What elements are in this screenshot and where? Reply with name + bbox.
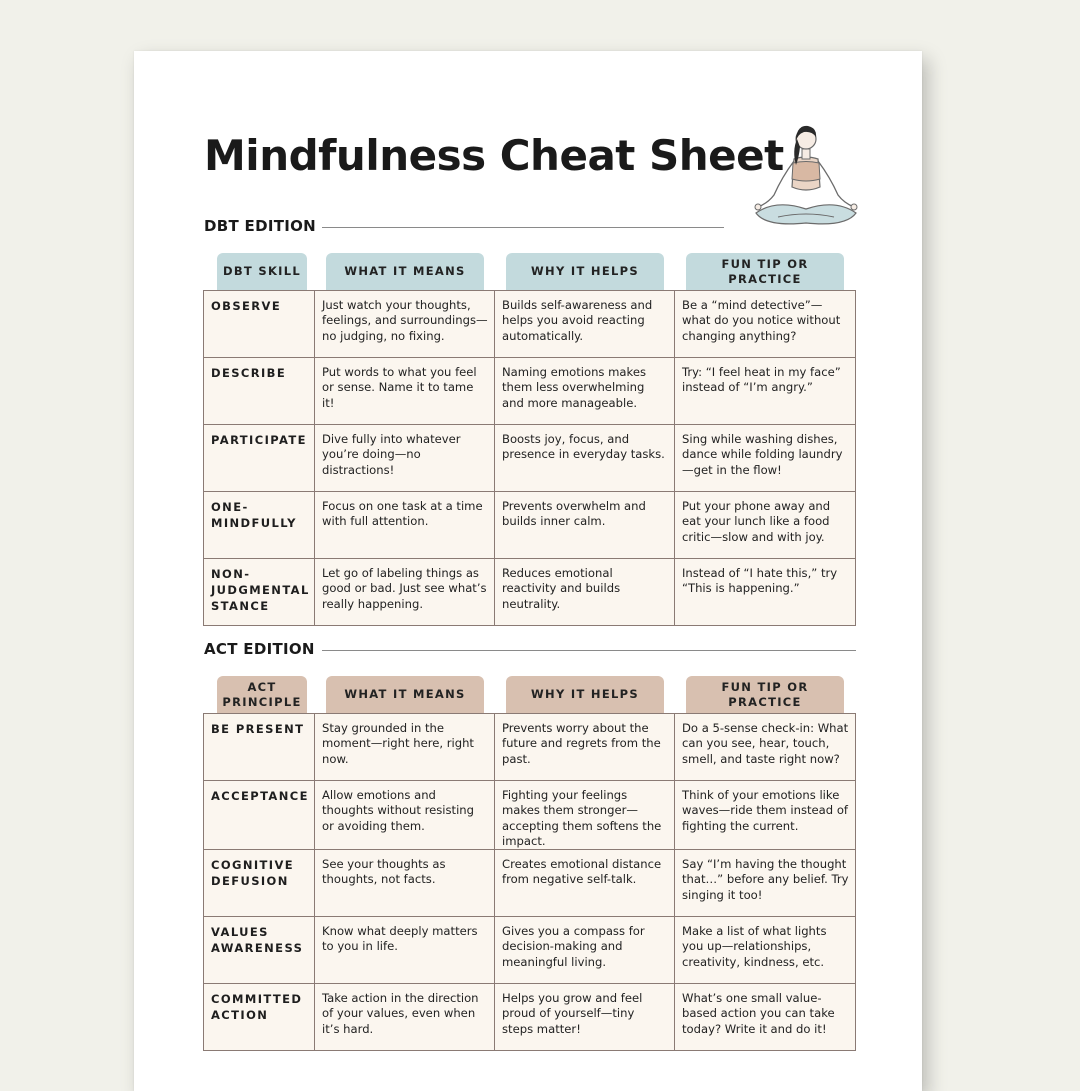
principle-name: COMMITTED ACTION (204, 984, 315, 1051)
why-it-helps-cell: Fighting your feelings makes them stronger—accepting them softens the impact. (495, 781, 675, 850)
table-row (204, 714, 856, 781)
why-it-helps-cell: Creates emotional distance from negative self-talk. (495, 850, 675, 917)
dbt-header-means: WHAT IT MEANS (326, 253, 484, 290)
meditation-figure-icon (746, 117, 866, 232)
why-it-helps-cell: Reduces emotional reactivity and builds neutrality. (495, 559, 675, 626)
principle-name: BE PRESENT (204, 714, 315, 781)
fun-tip-cell: Make a list of what lights you up—relationships, creativity, kindness, etc. (675, 917, 856, 984)
dbt-header-skill: DBT SKILL (217, 253, 307, 290)
fun-tip-cell: What’s one small value-based action you can take today? Write it and do it! (675, 984, 856, 1051)
why-it-helps-cell: Boosts joy, focus, and presence in everyday tasks. (495, 425, 675, 492)
page-title: Mindfulness Cheat Sheet (204, 131, 784, 180)
skill-name: PARTICIPATE (204, 425, 315, 492)
fun-tip-cell: Say “I’m having the thought that…” before any belief. Try singing it too! (675, 850, 856, 917)
principle-name: COGNITIVE DEFUSION (204, 850, 315, 917)
what-it-means-cell: Allow emotions and thoughts without resisting or avoiding them. (315, 781, 495, 850)
dbt-header-tip: FUN TIP OR PRACTICE (686, 253, 844, 290)
act-table (203, 713, 856, 1051)
dbt-edition-label: DBT EDITION (204, 217, 317, 235)
fun-tip-cell: Instead of “I hate this,” try “This is happening.” (675, 559, 856, 626)
what-it-means-cell: Stay grounded in the moment—right here, right now. (315, 714, 495, 781)
fun-tip-cell: Do a 5-sense check-in: What can you see, hear, touch, smell, and taste right now? (675, 714, 856, 781)
act-edition-label: ACT EDITION (204, 640, 315, 658)
skill-name: DESCRIBE (204, 358, 315, 425)
table-row (204, 984, 856, 1051)
table-row (204, 850, 856, 917)
act-header-means: WHAT IT MEANS (326, 676, 484, 713)
fun-tip-cell: Put your phone away and eat your lunch like a food critic—slow and with joy. (675, 492, 856, 559)
what-it-means-cell: See your thoughts as thoughts, not facts. (315, 850, 495, 917)
skill-name: ONE-MINDFULLY (204, 492, 315, 559)
why-it-helps-cell: Naming emotions makes them less overwhelming and more manageable. (495, 358, 675, 425)
table-row (204, 492, 856, 559)
table-row (204, 781, 856, 850)
table-row (204, 425, 856, 492)
skill-name: OBSERVE (204, 291, 315, 358)
what-it-means-cell: Just watch your thoughts, feelings, and surroundings—no judging, no fixing. (315, 291, 495, 358)
fun-tip-cell: Think of your emotions like waves—ride them instead of fighting the current. (675, 781, 856, 850)
fun-tip-cell: Sing while washing dishes, dance while folding laundry—get in the flow! (675, 425, 856, 492)
divider (322, 650, 856, 651)
table-row (204, 917, 856, 984)
dbt-table (203, 290, 856, 626)
divider (322, 227, 724, 228)
why-it-helps-cell: Prevents overwhelm and builds inner calm. (495, 492, 675, 559)
act-header-principle: ACT PRINCIPLE (217, 676, 307, 713)
table-row (204, 358, 856, 425)
table-row (204, 559, 856, 626)
why-it-helps-cell: Prevents worry about the future and regrets from the past. (495, 714, 675, 781)
what-it-means-cell: Let go of labeling things as good or bad. Just see what’s really happening. (315, 559, 495, 626)
act-section-heading (204, 640, 856, 660)
act-header-helps: WHY IT HELPS (506, 676, 664, 713)
dbt-section-heading (204, 217, 856, 237)
why-it-helps-cell: Gives you a compass for decision-making and meaningful living. (495, 917, 675, 984)
principle-name: VALUES AWARENESS (204, 917, 315, 984)
dbt-header-helps: WHY IT HELPS (506, 253, 664, 290)
what-it-means-cell: Focus on one task at a time with full attention. (315, 492, 495, 559)
why-it-helps-cell: Builds self-awareness and helps you avoid reacting automatically. (495, 291, 675, 358)
what-it-means-cell: Know what deeply matters to you in life. (315, 917, 495, 984)
what-it-means-cell: Put words to what you feel or sense. Name it to tame it! (315, 358, 495, 425)
skill-name: NON-JUDGMENTAL STANCE (204, 559, 315, 626)
what-it-means-cell: Dive fully into whatever you’re doing—no distractions! (315, 425, 495, 492)
act-header-tip: FUN TIP OR PRACTICE (686, 676, 844, 713)
what-it-means-cell: Take action in the direction of your values, even when it’s hard. (315, 984, 495, 1051)
fun-tip-cell: Be a “mind detective”—what do you notice without changing anything? (675, 291, 856, 358)
table-row (204, 291, 856, 358)
cheat-sheet-page (134, 51, 922, 1091)
why-it-helps-cell: Helps you grow and feel proud of yourself—tiny steps matter! (495, 984, 675, 1051)
fun-tip-cell: Try: “I feel heat in my face” instead of “I’m angry.” (675, 358, 856, 425)
principle-name: ACCEPTANCE (204, 781, 315, 850)
